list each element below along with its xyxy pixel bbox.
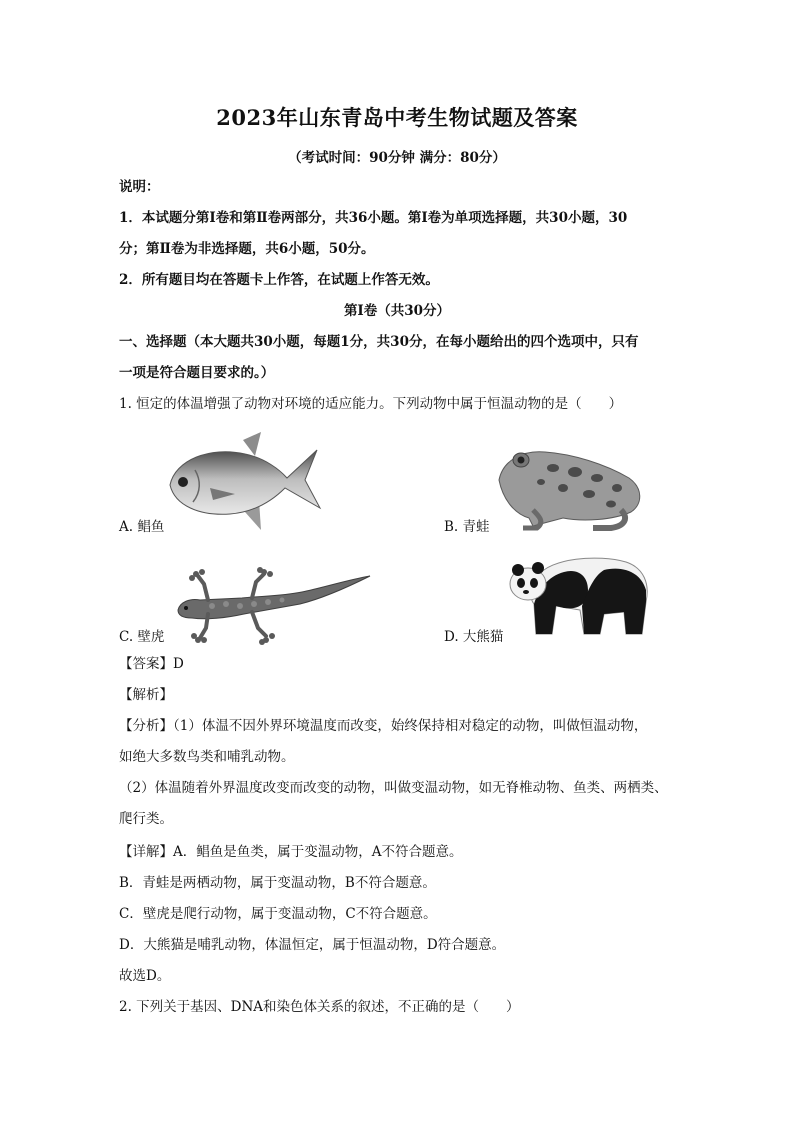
instructions-line-1: 1．本试题分第Ⅰ卷和第Ⅱ卷两部分，共36小题。第Ⅰ卷为单项选择题，共30小题，30 [119, 210, 628, 226]
analysis-line-2b: 爬行类。 [119, 811, 173, 827]
conclusion: 故选D。 [119, 968, 171, 984]
detail-line-b: B．青蛙是两栖动物，属于变温动物，B不符合题意。 [119, 875, 436, 891]
giant-panda-icon [508, 550, 652, 638]
option-a-label: A. 鲳鱼 [119, 519, 165, 535]
question-2-stem: 2. 下列关于基因、DNA和染色体关系的叙述，不正确的是（ ） [119, 999, 520, 1015]
answer-label: 【答案】D [119, 656, 184, 672]
section-intro-1: 一、选择题（本大题共30小题，每题1分，共30分，在每小题给出的四个选项中，只有 [119, 334, 639, 350]
page-title: 2023年山东青岛中考生物试题及答案 [216, 105, 578, 130]
detail-line-a: 【详解】A．鲳鱼是鱼类，属于变温动物，A不符合题意。 [119, 844, 463, 860]
section-intro-2: 一项是符合题目要求的。） [119, 365, 275, 381]
detail-line-c: C．壁虎是爬行动物，属于变温动物，C不符合题意。 [119, 906, 437, 922]
option-c-label: C. 壁虎 [119, 629, 165, 645]
exam-subtitle: （考试时间：90分钟 满分：80分） [288, 150, 506, 166]
instructions-line-2: 分；第Ⅱ卷为非选择题，共6小题，50分。 [119, 241, 375, 257]
question-1-stem: 1. 恒定的体温增强了动物对环境的适应能力。下列动物中属于恒温动物的是（ ） [119, 396, 623, 412]
frog-icon [493, 438, 645, 530]
instructions-line-3: 2．所有题目均在答题卡上作答，在试题上作答无效。 [119, 272, 439, 288]
instructions-heading: 说明： [119, 179, 160, 195]
section-heading: 第Ⅰ卷（共30分） [343, 303, 451, 319]
detail-line-d: D．大熊猫是哺乳动物，体温恒定，属于恒温动物，D符合题意。 [119, 937, 506, 953]
analysis-line-1b: 如绝大多数鸟类和哺乳动物。 [119, 749, 295, 765]
analysis-line-2a: （2）体温随着外界温度改变而改变的动物，叫做变温动物，如无脊椎动物、鱼类、两栖类、 [119, 780, 668, 796]
option-b-label: B. 青蛙 [444, 519, 490, 535]
analysis-heading: 【解析】 [119, 687, 173, 703]
analysis-line-1a: 【分析】（1）体温不因外界环境温度而改变，始终保持相对稳定的动物，叫做恒温动物， [119, 718, 648, 734]
gecko-icon [172, 568, 372, 644]
option-d-label: D. 大熊猫 [444, 629, 504, 645]
pomfret-fish-icon [165, 430, 325, 530]
